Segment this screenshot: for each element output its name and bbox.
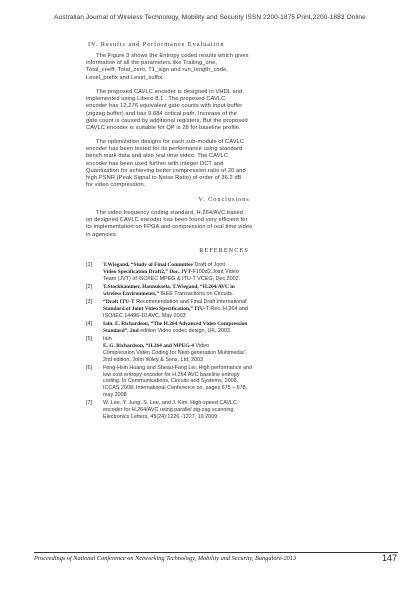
reference-bold-text: Video Specification Draft2,” Doc. JVT- [103, 268, 193, 275]
reference-text: F100d2,Joint Video [192, 268, 239, 275]
references-list [86, 262, 362, 422]
reference-line [103, 299, 362, 306]
reference-bold-text: Iain. E. Richardson, “The H.264 Advanced Video Compression [103, 320, 248, 327]
text-line: The video frequency coding standard, H.264/AVC based [96, 210, 244, 216]
text-line: Total_coeff, Total_zero, T1_sign and run_length_code, [86, 67, 228, 74]
section-iv-title: IV. Results and Performance Evaluation [88, 41, 225, 48]
reference-bold-text: “Draft ITU-T [103, 298, 135, 305]
text-line: (zigzag buffer) and has 9,684 critical path. Increase of the [86, 110, 238, 117]
reference-line [103, 407, 362, 414]
reference-number: [3] [86, 298, 92, 305]
reference-item [86, 400, 362, 421]
reference-bold-text: T.Stockhammer, Hannuksela, T.Wiegand, “H.264/AVC in [103, 283, 235, 290]
reference-bold-text: T.Wiegand, “Study of Final Committee [103, 262, 193, 268]
reference-line [103, 269, 362, 276]
text-line: bench mark data and also real time video. The CAVLC [86, 153, 229, 160]
reference-text: Video [193, 342, 210, 349]
reference-text: encoder for H.264/AVC using parallel zig-zag scanning. [103, 407, 236, 414]
text-line: implemented using Libero 8.1 . The proposed CAVLC [86, 96, 226, 103]
section-v-title: V. Conclusions [198, 196, 250, 203]
reference-text: ISO/IEC 14496-10 AVC, May 2003 [103, 312, 186, 319]
reference-bold-text: wireless Environments,” [103, 290, 160, 297]
reference-text: low cost entropy encoder for H.264 AVC baseline entropy [103, 371, 240, 378]
reference-item [86, 299, 362, 320]
reference-line [103, 350, 362, 357]
reference-line [103, 357, 362, 364]
reference-text: T Rec. H.264 and [205, 305, 248, 312]
reference-text: Recommendation and Final Draft International [134, 298, 247, 305]
reference-number: [1] [86, 262, 92, 268]
reference-text: 2nd edition, John Wiley & Sons, Ltd, 2003 [103, 356, 204, 363]
reference-text: Compression Video Coding for Next-generation Multimedia”, [103, 349, 248, 356]
text-line: Quantization for achieving better compression ratio of 20 and [86, 167, 246, 174]
reference-text: edition Video codec design, UK, 2003. [138, 327, 232, 334]
text-line: gate count is caused by additional registers. But the proposed [86, 117, 248, 124]
reference-line [103, 321, 362, 328]
reference-text: Feng-Hsin Huang and Sheau-Fang Lei, High performance and [103, 364, 252, 371]
text-line: The proposed CAVLC encoder is designed in VHDL and [96, 89, 243, 95]
reference-bold-text: Standard of Joint Video Specification,” ITU- [103, 305, 206, 312]
reference-line [103, 414, 362, 421]
reference-line [103, 378, 362, 385]
reference-item [86, 284, 362, 298]
section-iv-paragraph-2 [86, 89, 362, 132]
reference-line [103, 336, 362, 343]
reference-number: [5] [86, 335, 92, 342]
reference-line [103, 284, 362, 291]
reference-text: IEEE Transactions on Circuits. [159, 290, 234, 297]
reference-number: [4] [86, 320, 92, 327]
reference-line [103, 291, 362, 298]
section-v-paragraph [86, 210, 362, 239]
reference-text: Team (JVT) of ISO/IEC MPEG & ITU-T VCEG, Dec.2002. [103, 275, 241, 282]
reference-line [103, 400, 362, 407]
reference-number: [2] [86, 283, 92, 290]
reference-line [103, 262, 362, 269]
reference-line [103, 365, 362, 372]
section-iv-paragraph-1 [86, 53, 362, 82]
text-line: The Figure 3 shows the Entropy coded results which gives [96, 53, 249, 59]
reference-line [103, 343, 362, 350]
reference-text: Iain [103, 335, 112, 342]
reference-bold-text: Standard”, 2nd [103, 327, 139, 334]
journal-header: Australian Journal of Wireless Technology, Mobility and Security ISSN 2200-1875 Print,2200-1883 Online [54, 14, 366, 21]
reference-line [103, 385, 362, 392]
reference-text: Draft of Joint [192, 262, 226, 268]
text-line: encoder has been used further with integer DCT and [86, 160, 224, 167]
text-line: high PSNR (Peak Signal to Noise Ratio) of order of 36.2 dB [86, 175, 242, 182]
reference-line [103, 392, 362, 399]
reference-text: Electronics Letters, 45(24):1226 -1227, 19 2009. [103, 414, 219, 421]
footer-proceedings: Proceedings of National Conference on Networking Technology, Mobility and Security, Bangalore-2013 [34, 555, 297, 562]
text-line: CAVLC encoder is suitable for QP is 28 for baseline profile. [86, 125, 241, 132]
text-line: in agencies. [86, 231, 118, 238]
page-number: 147 [382, 553, 398, 563]
reference-line [103, 313, 362, 320]
reference-text: coding. In Communications, Circuits and Systems, 2008. [103, 378, 239, 385]
text-line: information of all the parameters like Trailing_one, [86, 60, 218, 67]
text-line: encoder has 12,276 equivalent gate counts with input buffer [86, 103, 243, 110]
reference-bold-text: E. G. Richardson, “H.264 and MPEG-4 [103, 342, 194, 349]
reference-number: [6] [86, 364, 92, 371]
text-line: for video compression. [86, 182, 146, 189]
reference-item [86, 262, 362, 283]
reference-item [86, 336, 362, 364]
reference-line [103, 306, 362, 313]
reference-number: [7] [86, 400, 92, 407]
reference-line [103, 328, 362, 335]
reference-text: W. Lee, Y. Jung, S. Lee, and J. Kim. High-speed CAVLC [103, 400, 237, 407]
text-line: encoder has been tested for its performance using standard [86, 146, 243, 153]
text-line: The optimization designs for each sub-module of CAVLC [96, 139, 245, 145]
text-line: its implementation on FPGA and compression of real time video [86, 224, 253, 231]
reference-item [86, 321, 362, 335]
reference-text: may 2008 [103, 392, 127, 399]
reference-text: ICCAS 2008. International Conference on, pages 675 – 678, [103, 385, 248, 392]
section-iv-paragraph-3 [86, 139, 362, 189]
footer-rule [34, 552, 398, 553]
reference-line [103, 276, 362, 283]
reference-item [86, 365, 362, 400]
text-line: on designed CAVLC encoder has been found very efficient for [86, 217, 248, 224]
references-heading: REFERENCES [199, 247, 249, 254]
text-line: Level_prefix and Level_suffix. [86, 74, 164, 81]
reference-line [103, 372, 362, 379]
